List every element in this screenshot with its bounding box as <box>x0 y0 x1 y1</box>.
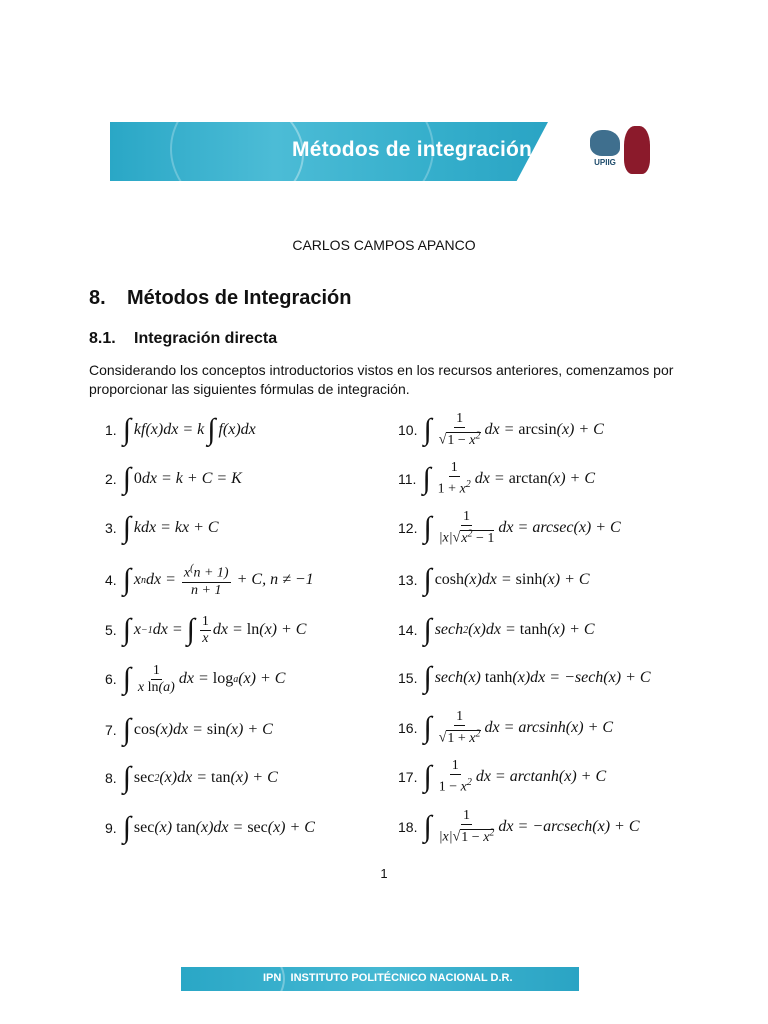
formula-expression: ∫ sec (x) tan (x)dx = sec (x) + C <box>122 811 315 844</box>
subsection-heading <box>89 330 277 348</box>
formula-expression: ∫ sech(x) tanh (x)dx = −sech(x) + C <box>423 661 651 694</box>
formula-number: 5. <box>105 622 117 638</box>
formula-13 <box>398 560 590 600</box>
formula-expression: ∫ cosh (x)dx = sinh (x) + C <box>423 563 590 596</box>
formula-expression: ∫ 0 dx = k + C = K <box>122 462 242 495</box>
formula-12 <box>398 508 621 548</box>
formula-16 <box>398 708 613 748</box>
section-title: Métodos de Integración <box>127 287 352 309</box>
formula-expression: ∫ cos (x)dx = sin (x) + C <box>122 713 273 746</box>
formula-14 <box>398 610 595 650</box>
section-heading <box>89 287 351 310</box>
header-banner <box>110 122 658 181</box>
upiig-emblem-icon <box>590 130 620 156</box>
formula-number: 12. <box>398 520 418 536</box>
intro-paragraph: Considerando los conceptos introductorios vistos en los recursos anteriores, comenzamos por proporcionar las siguientes fórmulas de integración. <box>89 362 674 397</box>
formula-number: 16. <box>398 720 418 736</box>
formula-5 <box>105 610 306 650</box>
formula-expression: ∫ $\frac{1}{1 - x^2}$ dx = arctanh(x) + C <box>423 758 607 795</box>
formula-8 <box>105 758 278 798</box>
formula-18 <box>398 807 640 847</box>
formula-6 <box>105 659 285 699</box>
formula-9 <box>105 808 315 848</box>
page-number: 1 <box>380 866 388 881</box>
formula-number: 1. <box>105 422 117 438</box>
footer-banner <box>181 967 579 991</box>
formula-10 <box>398 410 604 450</box>
formula-number: 8. <box>105 770 117 786</box>
formula-number: 17. <box>398 769 418 785</box>
subsection-title: Integración directa <box>134 330 278 347</box>
formula-expression: ∫ $\frac{1}{|x|√1 - x^2}$ dx = −arcsech(x) + C <box>423 808 640 845</box>
formula-number: 7. <box>105 722 117 738</box>
formula-number: 18. <box>398 819 418 835</box>
author-name: CARLOS CAMPOS APANCO <box>292 237 476 253</box>
footer-institution: INSTITUTO POLITÉCNICO NACIONAL D.R. <box>290 972 513 984</box>
formula-expression: ∫ kdx = kx + C <box>122 511 219 544</box>
upiig-logo-text: UPIIG <box>594 158 616 167</box>
formula-7 <box>105 710 273 750</box>
banner-title: Métodos de integración <box>292 138 533 161</box>
formula-expression: ∫ $\frac{1}{\text{x ln(a)}}$ dx = log a (x) + C <box>122 662 286 695</box>
formula-number: 6. <box>105 671 117 687</box>
formula-number: 15. <box>398 670 418 686</box>
formula-expression: ∫ x n dx = $\frac{x^(n + 1)}{n + 1}$ + C, n ≠ −1 <box>122 563 314 598</box>
ipn-logo <box>624 126 650 174</box>
formula-expression: ∫ $\frac{1}{√1 + x^2}$ dx = arcsinh(x) + C <box>423 709 614 746</box>
formula-number: 10. <box>398 422 418 438</box>
upiig-logo <box>588 128 622 174</box>
footer-text <box>263 972 513 984</box>
formula-expression: ∫ $\frac{1}{√1 - x^2}$ dx = arcsin (x) + C <box>423 411 604 448</box>
formula-1 <box>105 410 256 450</box>
formula-expression: ∫ kf(x)dx = k ∫ f(x)dx <box>122 413 256 446</box>
formula-number: 2. <box>105 471 117 487</box>
formula-3 <box>105 508 219 548</box>
formula-15 <box>398 658 651 698</box>
formula-number: 9. <box>105 820 117 836</box>
formula-expression: ∫ x −1 dx = ∫ $\frac{1}{x}$ dx = ln (x) + C <box>122 613 307 646</box>
formula-number: 11. <box>398 471 417 487</box>
subsection-number: 8.1. <box>89 330 116 347</box>
formula-number: 14. <box>398 622 418 638</box>
formula-number: 13. <box>398 572 418 588</box>
formula-4 <box>105 560 314 600</box>
formula-17 <box>398 757 606 797</box>
formula-11 <box>398 459 595 499</box>
formula-expression: ∫ $\frac{1}{|x|√x^2 - 1}$ dx = arcsec(x) + C <box>423 509 621 546</box>
formula-expression: ∫ $\frac{1}{1 + x^2}$ dx = arctan (x) + C <box>422 460 595 497</box>
formula-expression: ∫ sec 2 (x)dx = tan (x) + C <box>122 761 278 794</box>
formula-expression: ∫ sech 2 (x)dx = tanh (x) + C <box>423 613 595 646</box>
formula-2 <box>105 459 242 499</box>
formula-number: 3. <box>105 520 117 536</box>
section-number: 8. <box>89 287 106 309</box>
formula-number: 4. <box>105 572 117 588</box>
footer-ipn-label: IPN <box>263 972 282 984</box>
